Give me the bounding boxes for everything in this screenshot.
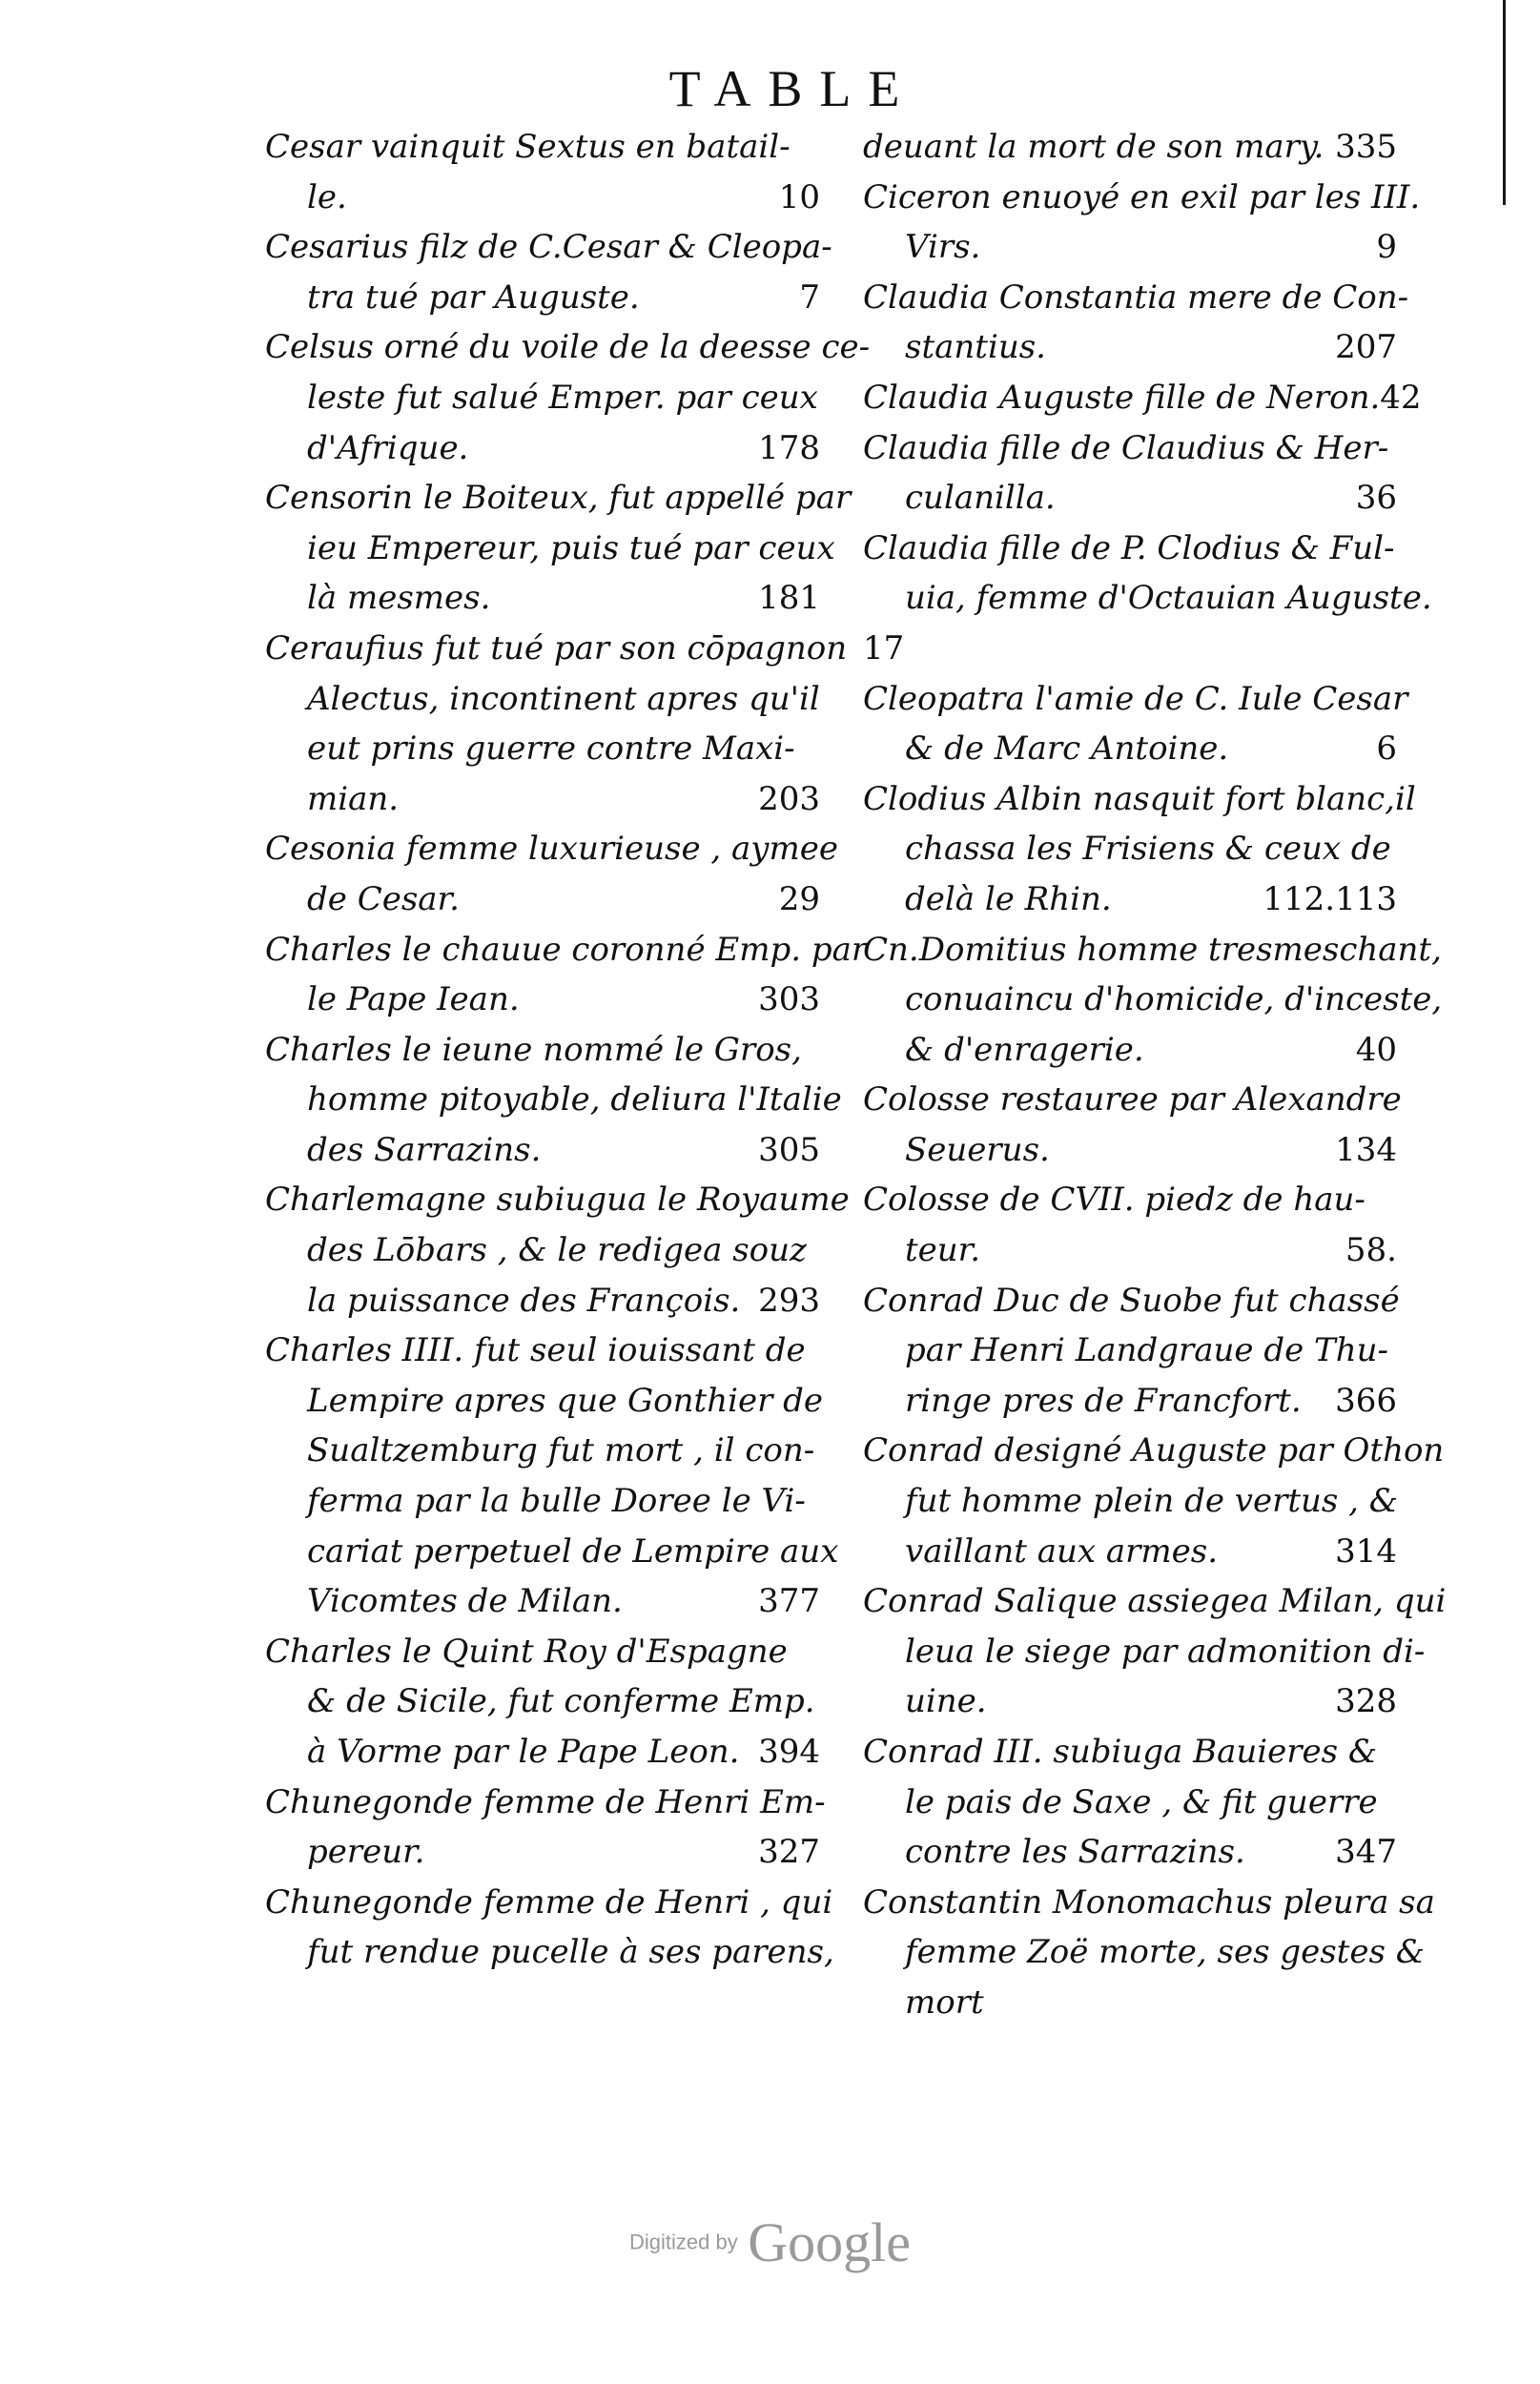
index-entry-text: Charles le Quint Roy d'Espagne [265,1632,788,1671]
index-entry-text: conuaincu d'homicide, d'inceste, [905,980,1443,1019]
index-entry [863,674,1408,774]
index-entry-text: ringe pres de Francfort. [905,1381,1302,1420]
index-entry-page-number: 7 [799,277,820,317]
index-entry-page-number: 203 [758,779,820,818]
index-entry-text: delà le Rhin. [905,879,1112,918]
index-entry-page-number: 9 [1376,228,1397,267]
index-entry-last-line [265,1827,820,1878]
index-entry [265,1175,850,1326]
index-entry-last-line [265,1727,820,1778]
index-entry-text: fut homme plein de vertus , & [905,1482,1399,1521]
index-entry-last-line [863,373,1422,423]
index-entry-text: Charlemagne subiugua le Royaume [265,1181,850,1220]
index-entry-last-line [863,1527,1397,1577]
index-entry-text: deuant la mort de son mary. [863,128,1324,166]
index-entry-text: Claudia fille de P. Clodius & Ful- [863,528,1395,567]
index-entry [265,1326,839,1627]
index-entry-text: Conrad III. subiuga Bauieres & [863,1733,1378,1771]
index-entry-last-line [863,1376,1397,1427]
index-entry-text: Virs. [905,228,981,267]
index-entry-text: Cesonia femme luxurieuse , aymee [265,830,838,869]
index-entry [863,774,1416,925]
index-entry-text: eut prins guerre contre Maxi- [307,730,795,769]
index-entry-text: Alectus, incontinent apres qu'il [307,679,820,718]
index-entry [863,173,1421,273]
index-entry-text: mian. [307,779,400,818]
index-entry-page-number: 327 [758,1833,820,1872]
index-entry-page-number: 181 [758,579,820,618]
index-entry [265,322,871,473]
index-entry [863,1727,1397,1878]
index-entry [863,925,1443,1076]
index-entry-text: Chunegonde femme de Henri Em- [265,1782,826,1821]
index-entry-last-line [863,1225,1397,1276]
index-entry-last-line [265,1276,820,1326]
index-entry-text: Charles le ieune nommé le Gros, [265,1030,802,1069]
index-entry [863,373,1422,423]
index-entry [863,1878,1435,2028]
index-entry-text: Colosse restauree par Alexandre [863,1080,1402,1120]
index-entry-text: des Lōbars , & le redigea souz [307,1231,807,1270]
index-entry-text: Lempire apres que Gonthier de [307,1381,824,1420]
index-entry-page-number: 303 [758,980,820,1019]
index-entry-last-line [863,1125,1397,1176]
index-entry-text: chassa les Frisiens & ceux de [905,830,1391,869]
index-entry-text: Vicomtes de Milan. [307,1582,623,1621]
index-entry-text: pereur. [307,1833,425,1872]
index-entry-last-line [863,874,1397,925]
google-logo-text: Google [748,2211,911,2273]
index-entry-text: la puissance des François. [307,1281,741,1320]
index-entry-text: par Henri Landgraue de Thu- [905,1331,1388,1370]
index-entry-text: Cesar vainquit Sextus en batail- [265,128,791,166]
index-entry-page-number: 377 [758,1582,820,1621]
index-entry [265,1878,834,1978]
index-entry-last-line [265,423,820,474]
index-entry-text: Constantin Monomachus pleura sa [863,1882,1435,1922]
index-entry-last-line [863,724,1397,774]
index-entry-last-line [863,222,1397,273]
index-entry-page-number: 305 [758,1130,820,1169]
index-entry [265,925,868,1025]
index-entry-text: cariat perpetuel de Lempire aux [307,1531,839,1571]
index-entry-text: culanilla. [905,479,1056,518]
index-entry [863,273,1409,373]
index-entry-text: à Vorme par le Pape Leon. [307,1733,740,1771]
index-entry-last-line [265,975,820,1025]
index-entry-page-number: 314 [1335,1531,1397,1571]
index-entry-text: ferma par la bulle Doree le Vi- [307,1482,806,1521]
index-entry [265,1627,820,1778]
index-entry [863,1276,1400,1427]
index-entry-page-number: 207 [1335,328,1397,367]
index-entry-text: fut rendue pucelle à ses parens, [307,1933,834,1972]
index-entry [863,122,1397,173]
index-entry-last-line [863,1827,1397,1878]
index-column-left [265,122,871,1978]
index-entry [265,824,838,924]
index-entry-last-line [863,1025,1397,1076]
index-entry-page-number: 328 [1335,1682,1397,1721]
index-entry-text: Cn.Domitius homme tresmeschant, [863,930,1442,969]
index-entry-last-line [265,173,820,223]
index-entry-text: Ceraufius fut tué par son cōpagnon [265,628,848,668]
index-entry [265,1025,842,1176]
index-entry-text: Claudia Constantia mere de Con- [863,277,1409,317]
index-entry-text: contre les Sarrazins. [905,1833,1245,1872]
index-entry-page-number: 178 [758,428,820,467]
index-entry-text: Colosse de CVII. piedz de hau- [863,1181,1365,1220]
index-entry-text: des Sarrazins. [307,1130,542,1169]
index-entry-page-number: 42 [1380,378,1422,417]
index-entry-text: là mesmes. [307,579,491,618]
index-entry-text: Ciceron enuoyé en exil par les III. [863,177,1421,216]
index-entry-last-line [265,1576,820,1627]
index-entry-text: Seuerus. [905,1130,1050,1169]
index-entry [265,473,852,624]
index-entry-text: le. [307,177,347,216]
index-entry-page-number: 10 [778,177,820,216]
index-entry-page-number: 17 [863,628,905,668]
index-entry-text: Claudia fille de Claudius & Her- [863,428,1389,467]
index-entry-text: leste fut salué Emper. par ceux [307,378,818,417]
index-entry-text: uine. [905,1682,987,1721]
index-entry-last-line [265,573,820,624]
index-entry-page-number: 366 [1335,1381,1397,1420]
index-entry-text: leua le siege par admonition di- [905,1632,1426,1671]
index-entry-text: vaillant aux armes. [905,1531,1219,1571]
index-entry-page-number: 6 [1376,730,1397,769]
index-entry-text: Conrad Salique assiegea Milan, qui [863,1582,1447,1621]
index-entry-last-line [863,473,1397,524]
index-entry [863,423,1397,524]
index-entry-text: Sualtzemburg fut mort , il con- [307,1431,815,1470]
index-entry-text: le pais de Saxe , & fit guerre [905,1782,1378,1821]
index-entry-text: Conrad designé Auguste par Othon [863,1431,1445,1470]
digitization-watermark [0,2210,1540,2274]
index-entry [863,624,1397,674]
index-entry-text: homme pitoyable, deliura l'Italie [307,1080,842,1120]
index-entry-text: stantius. [905,328,1046,367]
index-entry-page-number: 347 [1335,1833,1397,1872]
page-heading: TABLE [668,60,917,117]
index-entry-page-number: 134 [1335,1130,1397,1169]
index-entry [265,222,832,322]
index-entry-page-number: 293 [758,1281,820,1320]
index-entry-text: Clodius Albin nasquit fort blanc,il [863,779,1416,818]
index-entry [265,1778,826,1878]
index-entry-text: uia, femme d'Octauian Auguste. [905,579,1432,618]
index-entry-text: Chunegonde femme de Henri , qui [265,1882,833,1922]
index-entry [265,122,820,222]
index-entry-text: teur. [905,1231,981,1270]
index-entry-last-line [265,273,820,323]
index-entry-text: Celsus orné du voile de la deesse ce- [265,328,871,367]
index-entry-last-line [863,322,1397,373]
digitized-by-label: Digitized by [629,2230,738,2254]
index-entry-text: Claudia Auguste fille de Neron. [863,378,1381,417]
index-entry-text: mort [905,1983,984,2022]
index-entry-text: & d'enragerie. [905,1030,1144,1069]
index-entry-text: tra tué par Auguste. [307,277,640,317]
index-entry-last-line [265,774,820,825]
index-entry [863,524,1432,624]
index-entry-page-number: 394 [758,1733,820,1771]
index-entry [863,1426,1445,1576]
index-entry [863,1075,1402,1175]
index-entry-last-line [863,122,1397,173]
index-entry-page-number: 40 [1355,1030,1397,1069]
index-entry-text: d'Afrique. [307,428,469,467]
index-entry-page-number: 112.113 [1263,879,1397,918]
index-entry [863,1576,1447,1727]
index-entry-text: ieu Empereur, puis tué par ceux [307,528,835,567]
index-entry-page-number: 36 [1355,479,1397,518]
index-entry-last-line [265,1125,820,1176]
index-entry [863,1175,1397,1275]
index-entry-text: Cesarius filz de C.Cesar & Cleopa- [265,228,832,267]
index-entry-text: de Cesar. [307,879,460,918]
index-entry-text: femme Zoë morte, ses gestes & [905,1933,1425,1972]
index-entry-text: Charles IIII. fut seul iouissant de [265,1331,806,1370]
index-entry-text: Conrad Duc de Suobe fut chassé [863,1281,1400,1320]
index-column-right [863,122,1447,2028]
index-entry-text: Charles le chauue coronné Emp. par [265,930,868,969]
index-entry-text: le Pape Iean. [307,980,520,1019]
index-entry-page-number: 335 [1335,128,1397,166]
index-entry-text: Cleopatra l'amie de C. Iule Cesar [863,679,1408,718]
index-entry-text: & de Sicile, fut conferme Emp. [307,1682,815,1721]
index-entry-last-line [863,1676,1397,1727]
index-entry-text: & de Marc Antoine. [905,730,1229,769]
index-entry [265,624,848,824]
index-entry-last-line [265,874,820,925]
index-entry-text: Censorin le Boiteux, fut appellé par [265,479,852,518]
index-entry-page-number: 29 [778,879,820,918]
index-entry-page-number: 58. [1345,1231,1397,1270]
